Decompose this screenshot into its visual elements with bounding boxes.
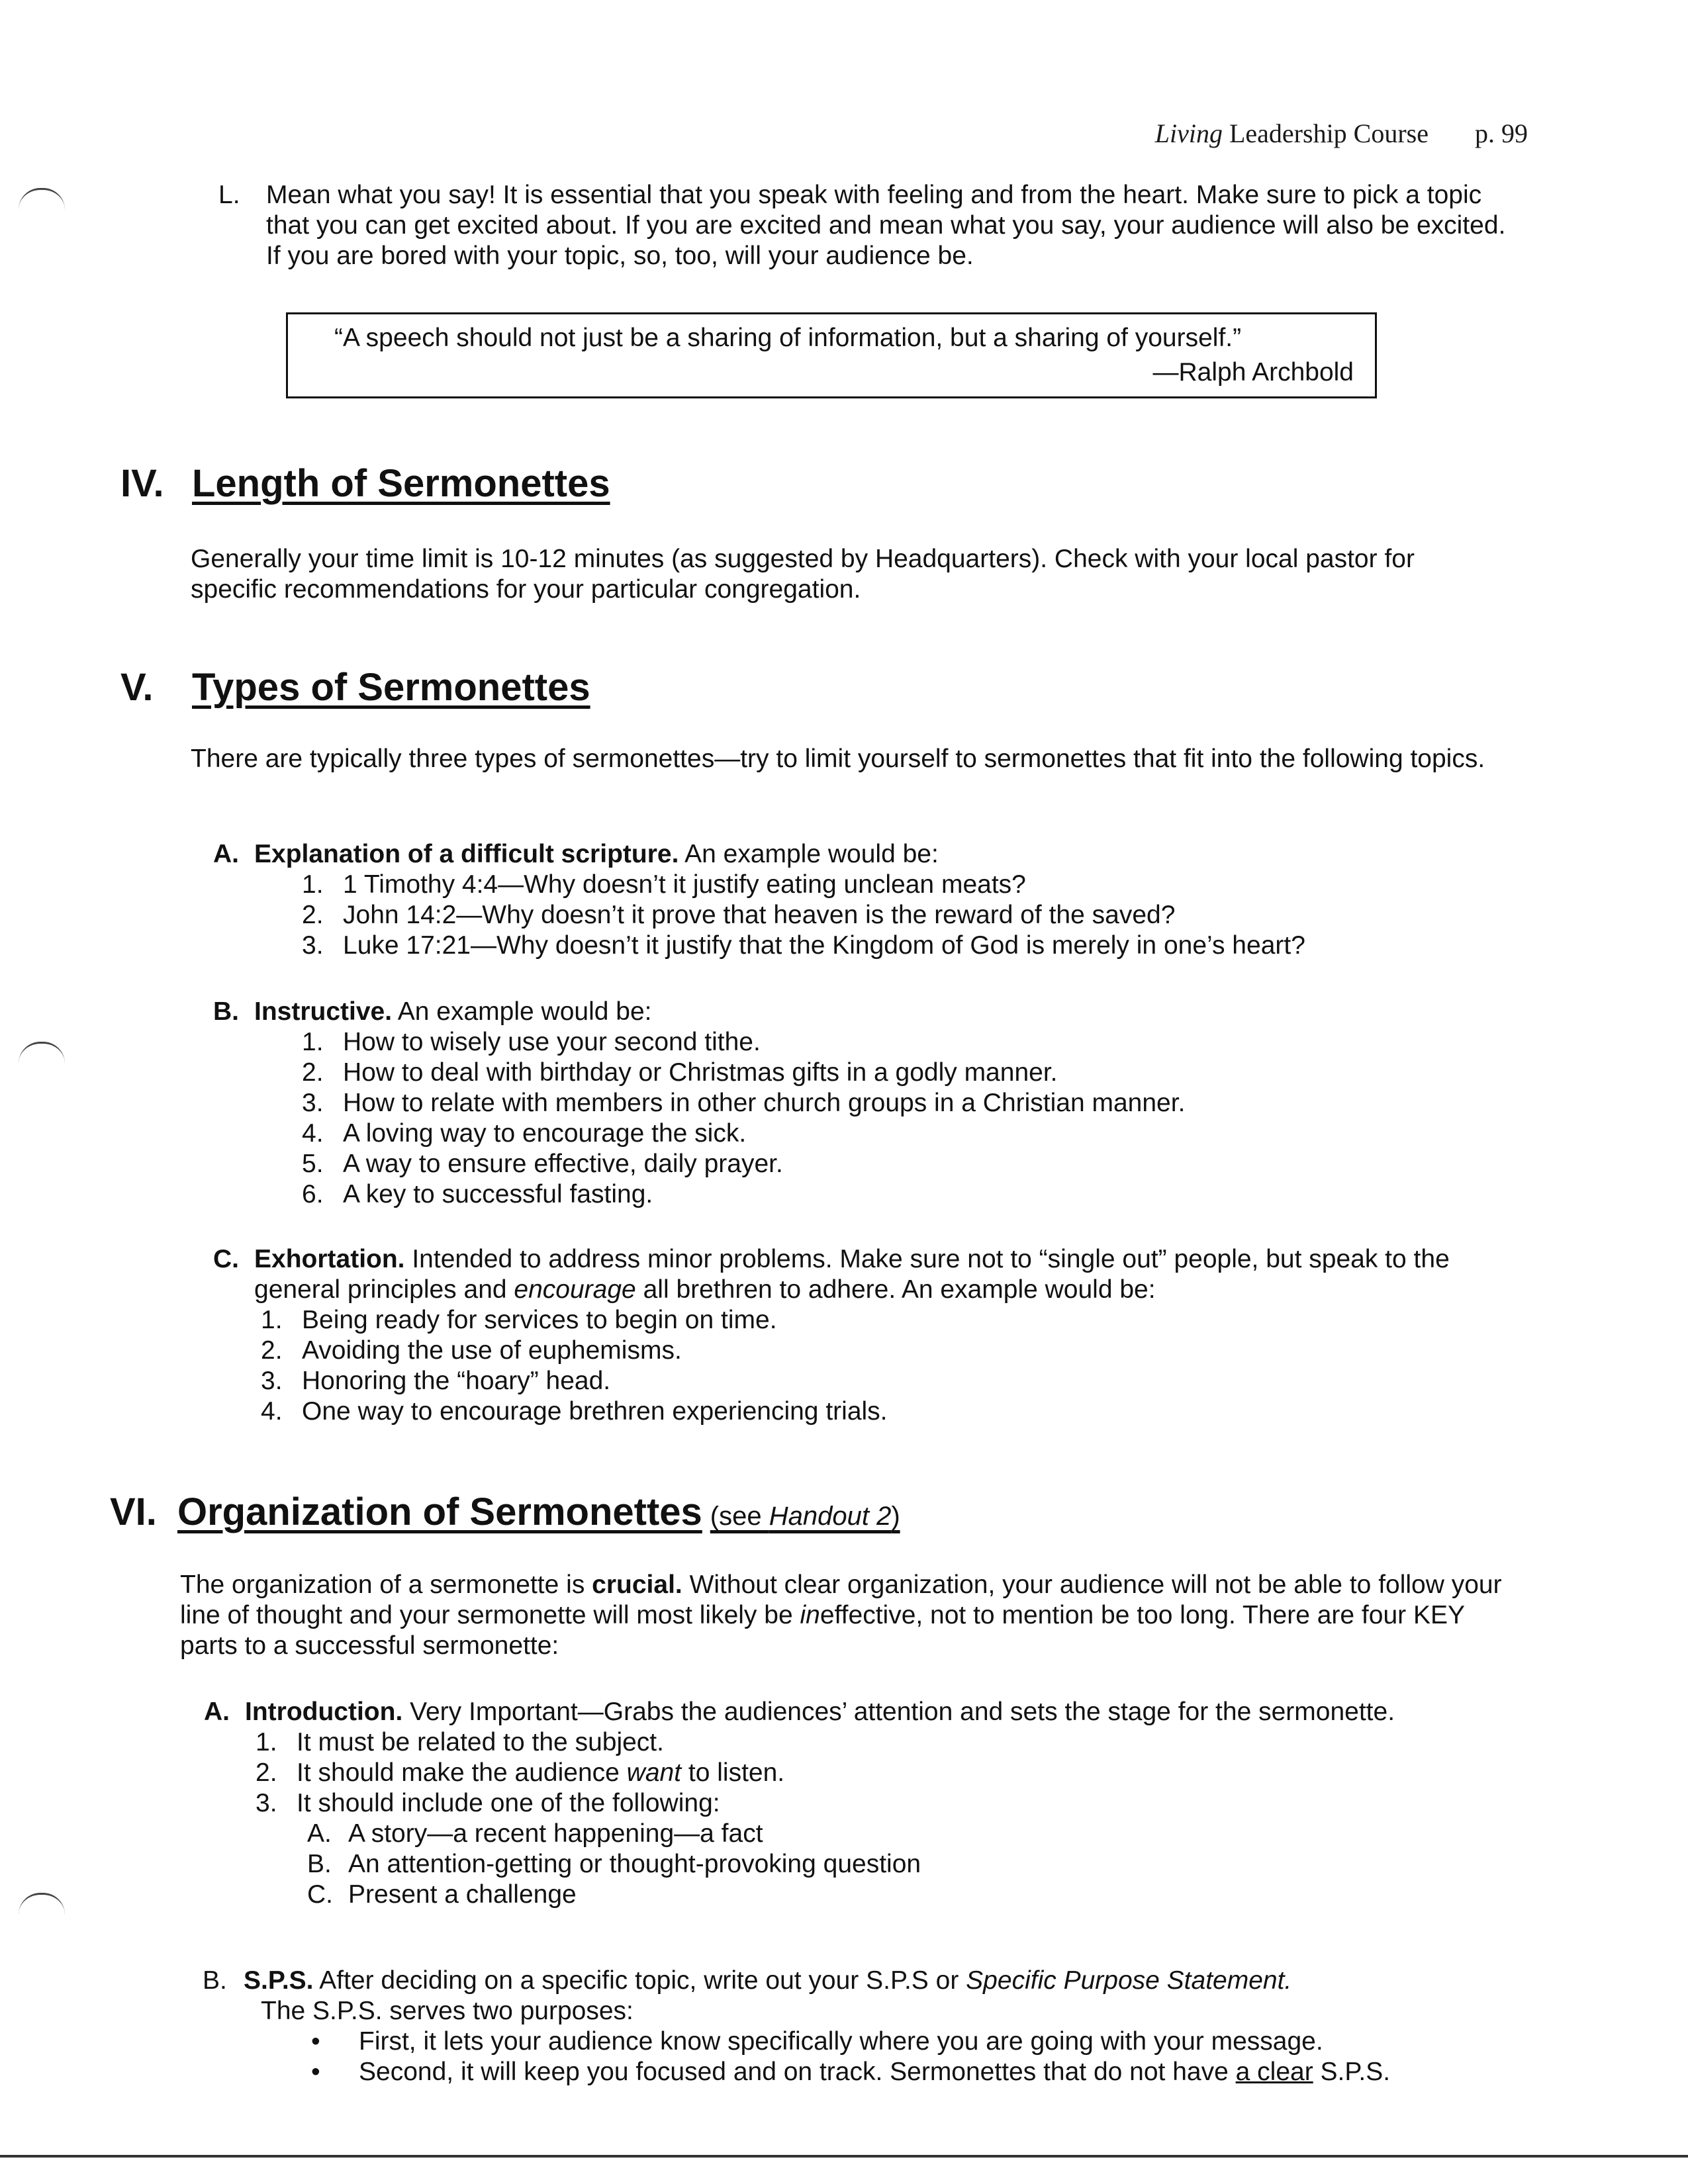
list-item: 2. John 14:2—Why doesn’t it prove that heaven is the reward of the saved? [302, 901, 1176, 929]
section-heading-vi [110, 1489, 1533, 1542]
example-list [254, 1305, 1512, 1427]
section-note: (see Handout 2) [710, 1502, 900, 1531]
list-item: 2. Avoiding the use of euphemisms. [261, 1336, 682, 1365]
sub-lead-line: Instructive. An example would be: [254, 997, 652, 1026]
item-text: Mean what you say! It is essential that you speak with feeling and from the heart. Make sure to pick a topic that you can get excited about. If you are excited and mean what you say, your audience will also be excited. If you are bored with your topic, so, too, will your audience be. [266, 181, 1506, 270]
punch-hole-mark [19, 188, 65, 210]
list-item: 5. A way to ensure effective, daily prayer. [302, 1150, 783, 1178]
sub-lead-line: Explanation of a difficult scripture. An example would be: [254, 840, 939, 868]
list-item: 4. One way to encourage brethren experiencing trials. [261, 1397, 888, 1426]
example-list [254, 1027, 1512, 1210]
section-numeral: VI. [110, 1490, 157, 1533]
option-item: B. An attention-getting or thought-provoking question [307, 1850, 921, 1878]
bullet-item: • Second, it will keep you focused and on track. Sermonettes that do not have a clear S.P.S. [311, 2058, 1391, 2086]
quote-author: —Ralph Archbold [1152, 358, 1354, 387]
sub-label: A. [204, 1698, 230, 1726]
punch-hole-mark [19, 1893, 65, 1915]
section-numeral: V. [120, 666, 154, 709]
list-item: 4. A loving way to encourage the sick. [302, 1119, 747, 1148]
sps-bullets [244, 2026, 1568, 2087]
quote-box [286, 312, 1377, 398]
list-item: 2. How to deal with birthday or Christmas gifts in a godly manner. [302, 1058, 1058, 1087]
page-bottom-edge [0, 2155, 1688, 2158]
item-l [218, 180, 1509, 271]
page-header [1155, 118, 1528, 149]
section-title: Organization of Sermonettes (see Handout 2) [177, 1490, 900, 1533]
list-item: 1. Being ready for services to begin on time. [261, 1306, 777, 1334]
sub-lead-line: S.P.S. After deciding on a specific topic, write out your S.P.S or Specific Purpose Statement. [244, 1966, 1292, 1995]
sub-lead-line: Introduction. Very Important—Grabs the audiences’ attention and sets the stage for the sermonette. [245, 1698, 1395, 1726]
section-heading-iv [120, 461, 1511, 514]
list-item: 2. It should make the audience want to listen. [256, 1758, 785, 1787]
item-label: L. [218, 181, 240, 209]
list-item: 3. Honoring the “hoary” head. [261, 1367, 611, 1395]
option-item: A. A story—a recent happening—a fact [307, 1819, 763, 1848]
sub-label: A. [213, 840, 239, 868]
list-item: 6. A key to successful fasting. [302, 1180, 653, 1208]
bullet-item: • First, it lets your audience know specifically where you are going with your message. [311, 2027, 1323, 2056]
section-title: Types of Sermonettes [192, 666, 590, 709]
example-list [254, 870, 1512, 961]
punch-hole-mark [19, 1042, 65, 1064]
sub-lead-line: Exhortation. Intended to address minor problems. Make sure not to “single out” people, but speak to the general principles and encourage all brethren to adhere. An example would be: [254, 1245, 1450, 1304]
section-numeral: IV. [120, 462, 164, 505]
course-name: Living Leadership Course [1154, 118, 1429, 148]
section-iv-body [191, 544, 1501, 605]
list-item: 1. It must be related to the subject. [256, 1728, 664, 1756]
page-number: p. 99 [1475, 118, 1528, 148]
paragraph: The organization of a sermonette is crucial. Without clear organization, your audience will not be able to follow your line of thought and your sermonette will most likely be ineffective, not to mention be too long. There are four KEY parts to a successful sermonette: [180, 1570, 1502, 1660]
list-item: 1. 1 Timothy 4:4—Why doesn’t it justify eating unclean meats? [302, 870, 1026, 899]
section-v-body [191, 744, 1515, 774]
paragraph: Generally your time limit is 10-12 minutes (as suggested by Headquarters). Check with your local pastor for specific recommendations for your particular congregation. [191, 545, 1415, 604]
sub-label: B. [213, 997, 239, 1026]
list-item: 3. How to relate with members in other church groups in a Christian manner. [302, 1089, 1186, 1117]
list-item: 1. How to wisely use your second tithe. [302, 1028, 761, 1056]
option-list [297, 1819, 1569, 1910]
quote-text: “A speech should not just be a sharing of information, but a sharing of yourself.” [334, 324, 1242, 352]
list-item: 3. It should include one of the following: A. A story—a recent happening—a fact B. An attention-getting or thought-provoking question C. Present a challenge [256, 1788, 1569, 1910]
sub-label: B. [203, 1966, 227, 1995]
paragraph: There are typically three types of sermonettes—try to limit yourself to sermonettes that fit into the following topics. [191, 745, 1485, 773]
option-item: C. Present a challenge [307, 1880, 577, 1909]
sps-intro: The S.P.S. serves two purposes: [261, 1997, 633, 2025]
section-heading-v [120, 664, 1511, 717]
section-title: Length of Sermonettes [192, 462, 610, 505]
sub-label: C. [213, 1245, 239, 1273]
list-item: 3. Luke 17:21—Why doesn’t it justify that the Kingdom of God is merely in one’s heart? [302, 931, 1305, 960]
intro-list [245, 1727, 1569, 1910]
section-vi-body [180, 1570, 1504, 1661]
